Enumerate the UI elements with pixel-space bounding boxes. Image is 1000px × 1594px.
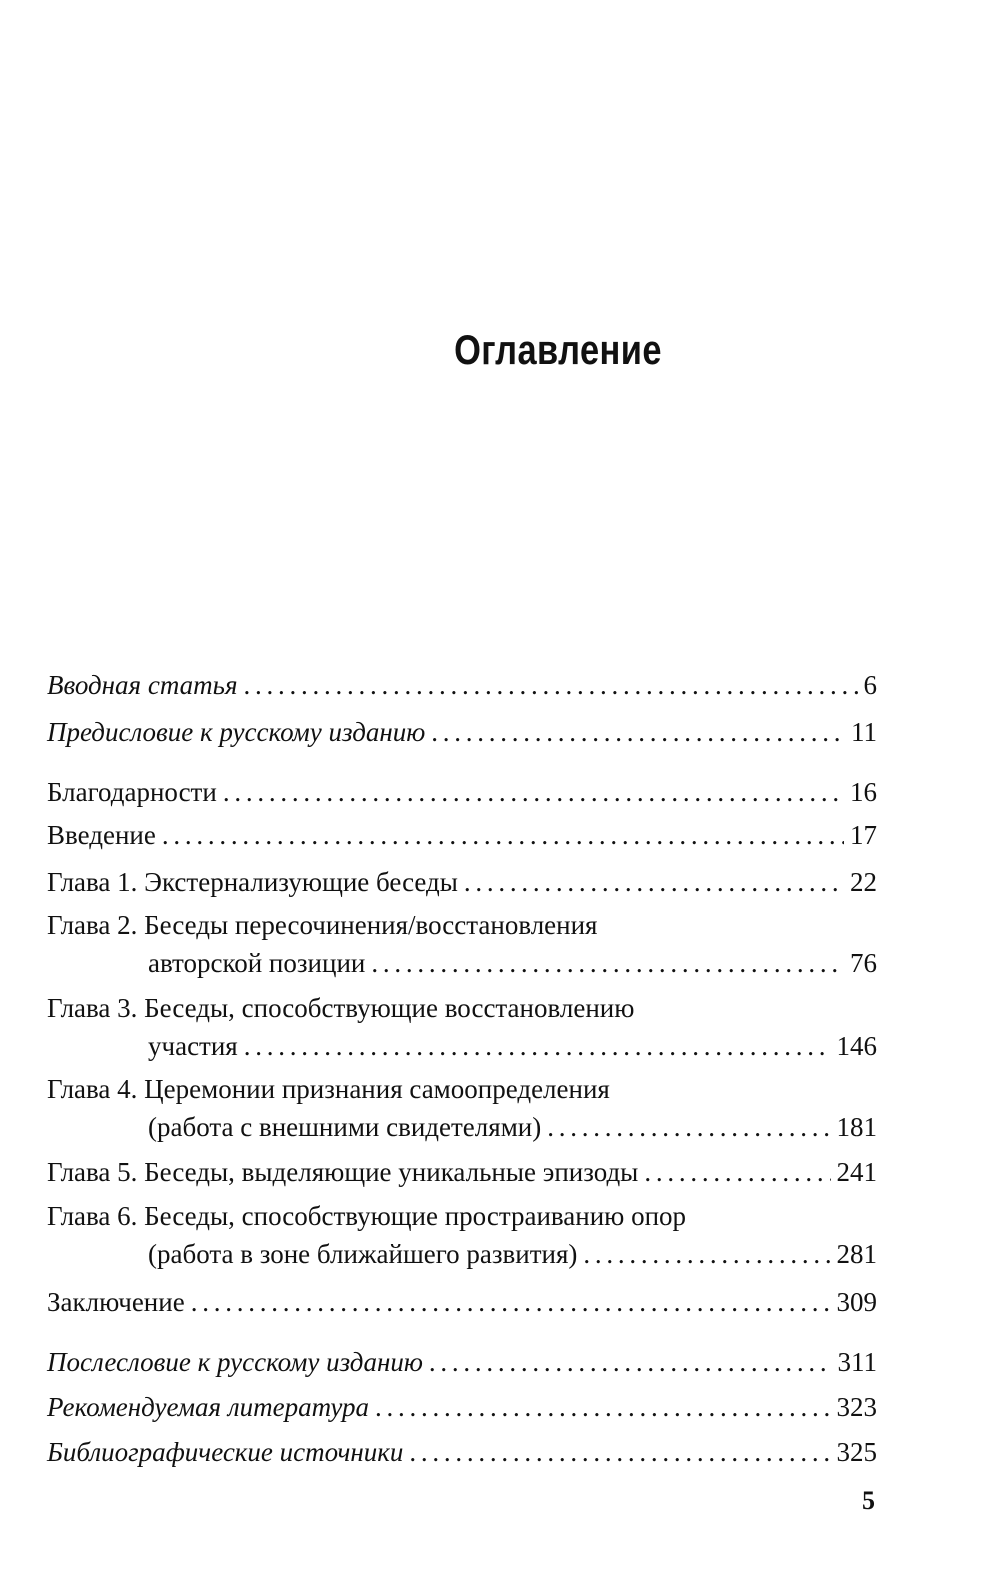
dot-leader <box>431 717 845 747</box>
entry-title: Глава 6. Беседы, способствующие простраиванию опор <box>47 1201 687 1231</box>
toc-entry <box>47 1347 877 1377</box>
entry-title: Глава 4. Церемонии признания самоопределения <box>47 1074 610 1104</box>
entry-page: 281 <box>836 1239 877 1269</box>
entry-title: Библиографические источники <box>47 1437 404 1467</box>
entry-title: Глава 3. Беседы, способствующие восстановлению <box>47 993 635 1023</box>
toc-entry <box>47 1201 877 1269</box>
toc-entry <box>47 670 877 700</box>
entry-page: 16 <box>850 777 877 807</box>
entry-title: Послесловие к русскому изданию <box>47 1347 423 1377</box>
entry-title: Глава 5. Беседы, выделяющие уникальные эпизоды <box>47 1157 639 1187</box>
entry-title-continued: участия <box>148 1031 238 1061</box>
dot-leader <box>244 670 858 700</box>
toc-entry <box>47 1074 877 1142</box>
toc-entry <box>47 717 877 747</box>
dot-leader <box>583 1239 830 1269</box>
toc-entry <box>47 867 877 897</box>
entry-title: Заключение <box>47 1287 185 1317</box>
entry-page: 146 <box>836 1031 877 1061</box>
dot-leader <box>429 1347 832 1377</box>
entry-page: 241 <box>836 1157 877 1187</box>
entry-page: 11 <box>851 717 877 747</box>
entry-page: 76 <box>850 948 877 978</box>
entry-page: 311 <box>837 1347 877 1377</box>
entry-title: Благодарности <box>47 777 217 807</box>
entry-page: 325 <box>836 1437 877 1467</box>
entry-title-continued: (работа с внешними свидетелями) <box>148 1112 542 1142</box>
toc-entry <box>47 910 877 978</box>
entry-title-continued: (работа в зоне ближайшего развития) <box>148 1239 578 1269</box>
dot-leader <box>464 867 844 897</box>
entry-title: Глава 1. Экстернализующие беседы <box>47 867 458 897</box>
dot-leader <box>375 1392 830 1422</box>
entry-title: Предисловие к русскому изданию <box>47 717 426 747</box>
dot-leader <box>644 1157 830 1187</box>
dot-leader <box>371 948 844 978</box>
entry-page: 22 <box>850 867 877 897</box>
dot-leader <box>547 1112 830 1142</box>
dot-leader <box>244 1031 831 1061</box>
entry-page: 323 <box>836 1392 877 1422</box>
dot-leader <box>162 820 844 850</box>
entry-title: Введение <box>47 820 156 850</box>
toc-entry <box>47 1392 877 1422</box>
toc-entry <box>47 820 877 850</box>
dot-leader <box>191 1287 831 1317</box>
toc-entry <box>47 777 877 807</box>
toc-entry <box>47 1287 877 1317</box>
toc-entry <box>47 1437 877 1467</box>
entry-title: Вводная статья <box>47 670 238 700</box>
page-title: Оглавление <box>454 326 662 373</box>
dot-leader <box>409 1437 830 1467</box>
entry-page: 181 <box>836 1112 877 1142</box>
entry-title-continued: авторской позиции <box>148 948 366 978</box>
entry-page: 6 <box>863 670 877 700</box>
entry-page: 17 <box>850 820 877 850</box>
entry-page: 309 <box>836 1287 877 1317</box>
entry-title: Рекомендуемая литература <box>47 1392 370 1422</box>
toc-entry <box>47 993 877 1061</box>
page-number: 5 <box>862 1486 875 1515</box>
dot-leader <box>223 777 844 807</box>
entry-title: Глава 2. Беседы пересочинения/восстановления <box>47 910 598 940</box>
toc-entry <box>47 1157 877 1187</box>
